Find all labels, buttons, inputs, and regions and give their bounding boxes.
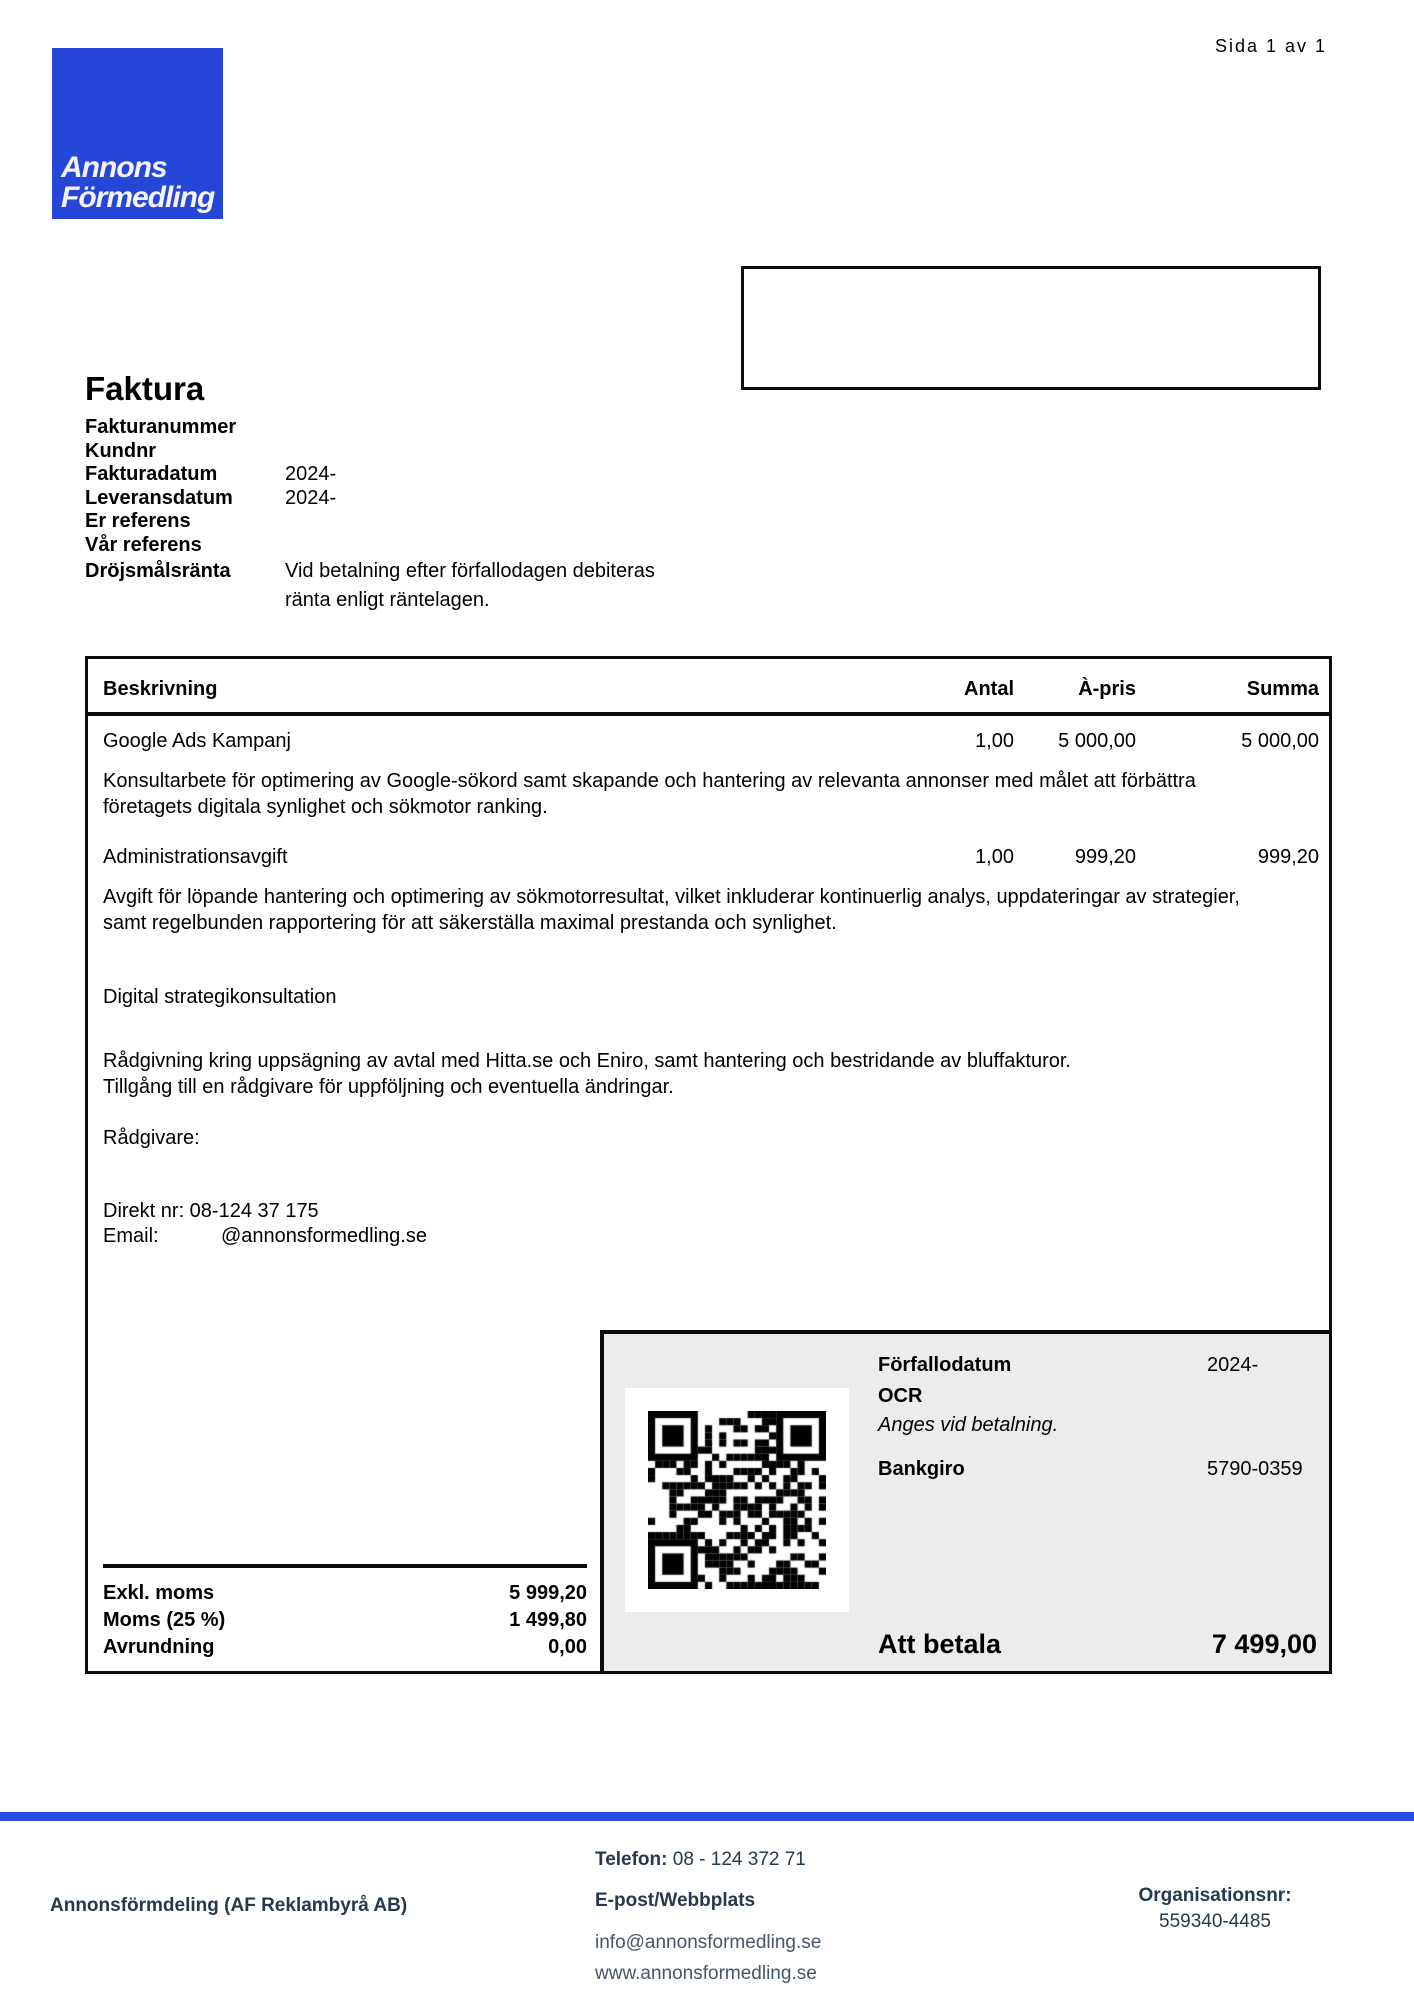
total-label: Moms (25 %) (103, 1609, 226, 1631)
item-total: 5 000,00 (1241, 730, 1319, 752)
field-value-line-2: ränta enligt räntelagen. (285, 589, 490, 611)
advisor-email-label: Email: (103, 1225, 159, 1247)
field-value: 2024- (285, 463, 337, 485)
ocr-note: Anges vid betalning. (878, 1414, 1059, 1436)
field-value (285, 440, 705, 464)
field-label: Er referens (85, 510, 191, 532)
footer-org-number: 559340-4485 (1159, 1911, 1271, 1932)
footer-phone-line (595, 1849, 821, 1871)
total-value: 1 499,80 (509, 1609, 587, 1631)
field-value (285, 557, 705, 615)
footer-phone-label: Telefon: (595, 1849, 668, 1870)
item-note-line-1: Rådgivning kring uppsägning av avtal med Hitta.se och Eniro, samt hantering och bestridande av bluffakturor. (103, 1050, 1071, 1072)
item-note-line-2: Tillgång till en rådgivare för uppföljning och eventuella ändringar. (103, 1076, 674, 1098)
field-label: Kundnr (85, 439, 157, 462)
item-note: Konsultarbete för optimering av Google-sökord samt skapande och hantering av relevanta annonser med målet att förbättra företagets digitala synlighet och sökmotor ranking. (103, 770, 1196, 818)
page-number: Sida 1 av 1 (1215, 36, 1328, 56)
total-value: 0,00 (548, 1636, 587, 1658)
advisor-direct-line: Direkt nr: 08-124 37 175 (103, 1200, 319, 1222)
advisor-block (103, 1126, 1314, 1249)
field-row-er-referens (85, 510, 705, 534)
footer-org-column (1100, 1885, 1330, 1933)
total-value: 5 999,20 (509, 1582, 587, 1604)
recipient-address-box (741, 266, 1321, 390)
table-body (88, 730, 1329, 1249)
footer-phone-value: 08 - 124 372 71 (672, 1849, 806, 1870)
footer-email: info@annonsformedling.se (595, 1932, 822, 1953)
field-row-leveransdatum (85, 487, 705, 511)
field-label: Fakturanummer (85, 416, 237, 438)
spacer (88, 1100, 1329, 1126)
bankgiro-value: 5790-0359 (1207, 1458, 1303, 1480)
field-value (285, 510, 705, 534)
footer-website: www.annonsformedling.se (595, 1963, 817, 1984)
invoice-head-fields (85, 416, 705, 615)
logo-line-1: Annons (61, 151, 167, 184)
item-description: Administrationsavgift (103, 846, 288, 868)
field-row-kundnr (85, 440, 705, 464)
line-items-table (85, 656, 1332, 1674)
advisor-email-line (103, 1224, 1314, 1249)
field-label: Vår referens (85, 533, 202, 556)
table-row (88, 730, 1329, 754)
ocr-label: OCR (878, 1385, 923, 1407)
footer-org-label: Organisationsnr: (1138, 1885, 1292, 1906)
item-description: Google Ads Kampanj (103, 730, 291, 752)
item-qty: 1,00 (975, 846, 1014, 868)
item-unit-price: 999,20 (1074, 846, 1136, 868)
amount-due-value: 7 499,00 (1211, 1629, 1317, 1659)
footer-divider-bar (0, 1812, 1414, 1821)
totals-row (103, 1634, 587, 1661)
advisor-label: Rådgivare: (103, 1127, 200, 1149)
table-row (88, 846, 1329, 870)
totals-divider (103, 1564, 587, 1568)
field-value (285, 416, 705, 440)
field-label: Dröjsmålsränta (85, 560, 231, 582)
footer-contact-column (595, 1849, 821, 1989)
due-date-label: Förfallodatum (878, 1354, 1012, 1376)
company-logo-text (61, 153, 214, 213)
field-value (285, 534, 705, 558)
item-note (103, 1048, 1278, 1100)
field-row-drojsmalsranta (85, 557, 705, 615)
qr-code (625, 1388, 849, 1612)
payment-box (600, 1330, 1329, 1671)
totals-row (103, 1607, 587, 1634)
field-label: Leveransdatum (85, 486, 233, 509)
amount-due-label: Att betala (878, 1629, 1002, 1659)
item-unit-price: 5 000,00 (1058, 730, 1136, 752)
total-label: Exkl. moms (103, 1582, 215, 1604)
column-header-qty: Antal (964, 678, 1014, 700)
footer (0, 1821, 1414, 2000)
bankgiro-label: Bankgiro (878, 1458, 965, 1480)
column-header-unit-price: À-pris (1078, 678, 1136, 700)
item-description: Digital strategikonsultation (103, 986, 337, 1008)
item-note: Avgift för löpande hantering och optimering av sökmotorresultat, vilket inkluderar kontinuerlig analys, uppdateringar av strategier, samt regelbunden rapportering för att säkerställa maximal prestanda och synlighet. (103, 886, 1240, 934)
item-qty: 1,00 (975, 730, 1014, 752)
field-row-fakturadatum (85, 463, 705, 487)
table-row (88, 986, 1329, 1010)
due-date-value: 2024- (1207, 1354, 1259, 1376)
page-title: Faktura (85, 370, 205, 407)
total-label: Avrundning (103, 1636, 215, 1658)
item-total: 999,20 (1257, 846, 1319, 868)
totals-block (103, 1564, 587, 1661)
spacer (103, 1151, 1314, 1199)
column-header-total: Summa (1246, 678, 1319, 700)
qr-code-icon (648, 1411, 826, 1589)
advisor-email-value: @annonsformedling.se (221, 1225, 427, 1247)
footer-web-label: E-post/Webbplats (595, 1890, 756, 1911)
field-row-var-referens (85, 534, 705, 558)
field-label: Fakturadatum (85, 463, 218, 485)
field-value: 2024- (285, 486, 337, 509)
totals-row (103, 1580, 587, 1607)
logo-line-2: Förmedling (61, 181, 215, 214)
footer-company-name: Annonsförmdeling (AF Reklambyrå AB) (50, 1895, 408, 1916)
column-header-description: Beskrivning (103, 678, 218, 700)
company-logo (52, 48, 223, 219)
table-header-row (88, 659, 1329, 716)
field-row-fakturanummer (85, 416, 705, 440)
field-value-line-1: Vid betalning efter förfallodagen debiteras (285, 560, 655, 582)
